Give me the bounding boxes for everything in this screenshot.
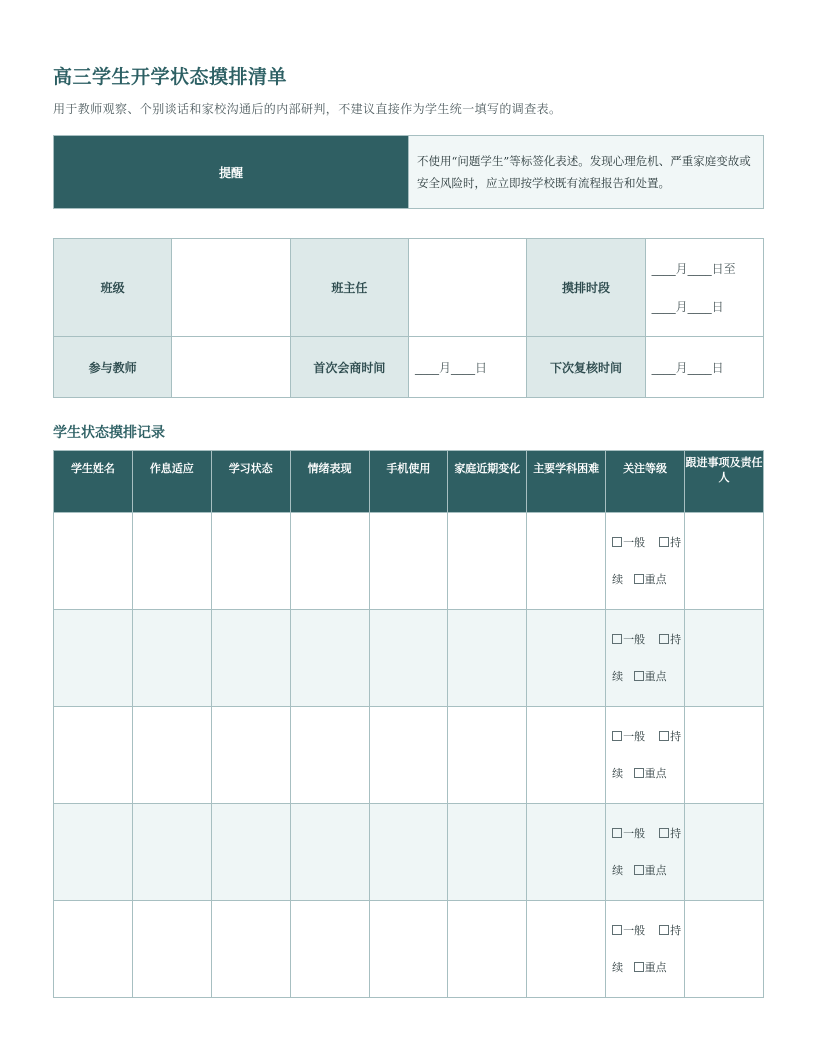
level-continuous-label-a: 持 [670,924,682,937]
record-cell-subjects[interactable] [527,707,606,804]
record-cell-emotion[interactable] [290,804,369,901]
checkbox-key[interactable] [634,865,644,875]
record-cell-emotion[interactable] [290,610,369,707]
level-key-label: 重点 [644,573,667,586]
class-field[interactable] [172,239,290,337]
record-cell-phone[interactable] [369,804,448,901]
checkbox-general[interactable] [612,828,622,838]
record-cell-followup[interactable] [685,707,764,804]
record-cell-followup[interactable] [685,513,764,610]
level-line-2 [612,755,684,792]
checkbox-key[interactable] [634,962,644,972]
record-cell-name[interactable] [54,707,133,804]
period-to: ____月____日 [651,299,724,314]
level-line-2 [612,658,684,695]
attention-level-cell [606,707,685,804]
period-from: ____月____日至 [651,261,736,276]
column-header: 主要学科困难 [527,451,606,513]
level-general-label: 一般 [623,633,646,646]
attention-level-cell [606,901,685,998]
record-cell-subjects[interactable] [527,901,606,998]
teachers-field[interactable] [172,337,290,398]
notice-label: 提醒 [54,136,409,209]
level-line-1 [612,621,684,658]
level-line-1 [612,815,684,852]
level-continuous-label-b: 续 [612,864,624,877]
records-table [53,450,764,998]
record-cell-subjects[interactable] [527,513,606,610]
column-header: 关注等级 [606,451,685,513]
record-cell-routine[interactable] [132,804,211,901]
attention-level-cell [606,804,685,901]
record-cell-emotion[interactable] [290,901,369,998]
table-row [54,610,764,707]
notice-text: 不使用“问题学生”等标签化表述。发现心理危机、严重家庭变故或安全风险时，应立即按学校既有流程报告和处置。 [409,136,764,209]
record-cell-family[interactable] [448,804,527,901]
table-row [54,707,764,804]
level-continuous-label-b: 续 [612,670,624,683]
table-row [54,901,764,998]
notice-box [53,135,764,209]
record-cell-study[interactable] [211,901,290,998]
record-cell-routine[interactable] [132,513,211,610]
level-general-label: 一般 [623,827,646,840]
record-cell-phone[interactable] [369,707,448,804]
next-review-label: 下次复核时间 [527,337,645,398]
level-continuous-label-b: 续 [612,573,624,586]
page-subtitle: 用于教师观察、个别谈话和家校沟通后的内部研判，不建议直接作为学生统一填写的调查表。 [53,102,562,116]
level-line-1 [612,524,684,561]
record-cell-study[interactable] [211,610,290,707]
records-header-row [54,451,764,513]
record-cell-family[interactable] [448,707,527,804]
checkbox-general[interactable] [612,537,622,547]
column-header: 作息适应 [132,451,211,513]
first-meeting-field[interactable]: ____月____日 [408,337,526,398]
record-cell-phone[interactable] [369,513,448,610]
record-cell-followup[interactable] [685,610,764,707]
checkbox-general[interactable] [612,634,622,644]
records-section-title: 学生状态摸排记录 [53,425,165,441]
record-cell-study[interactable] [211,707,290,804]
info-table [53,238,764,398]
column-header: 家庭近期变化 [448,451,527,513]
level-key-label: 重点 [644,767,667,780]
column-header: 情绪表现 [290,451,369,513]
record-cell-routine[interactable] [132,707,211,804]
record-cell-routine[interactable] [132,610,211,707]
record-cell-name[interactable] [54,610,133,707]
record-cell-routine[interactable] [132,901,211,998]
column-header: 手机使用 [369,451,448,513]
record-cell-subjects[interactable] [527,804,606,901]
first-meeting-label: 首次会商时间 [290,337,408,398]
level-general-label: 一般 [623,924,646,937]
record-cell-study[interactable] [211,513,290,610]
level-continuous-label-a: 持 [670,536,682,549]
next-review-field[interactable]: ____月____日 [645,337,763,398]
checkbox-continuous[interactable] [659,731,669,741]
column-header: 学生姓名 [54,451,133,513]
checkbox-continuous[interactable] [659,828,669,838]
period-label: 摸排时段 [527,239,645,337]
period-field[interactable] [645,239,763,337]
record-cell-family[interactable] [448,901,527,998]
record-cell-study[interactable] [211,804,290,901]
record-cell-followup[interactable] [685,804,764,901]
level-line-1 [612,912,684,949]
level-continuous-label-a: 持 [670,730,682,743]
attention-level-cell [606,513,685,610]
level-line-2 [612,852,684,889]
level-key-label: 重点 [644,864,667,877]
level-continuous-label-b: 续 [612,767,624,780]
record-cell-emotion[interactable] [290,707,369,804]
record-cell-phone[interactable] [369,610,448,707]
checkbox-continuous[interactable] [659,634,669,644]
page-title: 高三学生开学状态摸排清单 [53,66,288,88]
checkbox-key[interactable] [634,768,644,778]
level-continuous-label-a: 持 [670,633,682,646]
record-cell-followup[interactable] [685,901,764,998]
checkbox-general[interactable] [612,925,622,935]
column-header: 学习状态 [211,451,290,513]
record-cell-name[interactable] [54,804,133,901]
level-key-label: 重点 [644,961,667,974]
level-continuous-label-b: 续 [612,961,624,974]
level-general-label: 一般 [623,730,646,743]
level-line-1 [612,718,684,755]
checkbox-key[interactable] [634,671,644,681]
record-cell-family[interactable] [448,610,527,707]
record-cell-family[interactable] [448,513,527,610]
record-cell-emotion[interactable] [290,513,369,610]
checkbox-continuous[interactable] [659,537,669,547]
checkbox-continuous[interactable] [659,925,669,935]
record-cell-subjects[interactable] [527,610,606,707]
record-cell-name[interactable] [54,513,133,610]
teachers-label: 参与教师 [54,337,172,398]
table-row [54,804,764,901]
head-teacher-field[interactable] [408,239,526,337]
column-header: 跟进事项及责任人 [685,451,764,513]
level-line-2 [612,949,684,986]
attention-level-cell [606,610,685,707]
checkbox-key[interactable] [634,574,644,584]
level-key-label: 重点 [644,670,667,683]
table-row [54,513,764,610]
level-general-label: 一般 [623,536,646,549]
level-line-2 [612,561,684,598]
head-teacher-label: 班主任 [290,239,408,337]
level-continuous-label-a: 持 [670,827,682,840]
class-label: 班级 [54,239,172,337]
record-cell-name[interactable] [54,901,133,998]
checkbox-general[interactable] [612,731,622,741]
record-cell-phone[interactable] [369,901,448,998]
